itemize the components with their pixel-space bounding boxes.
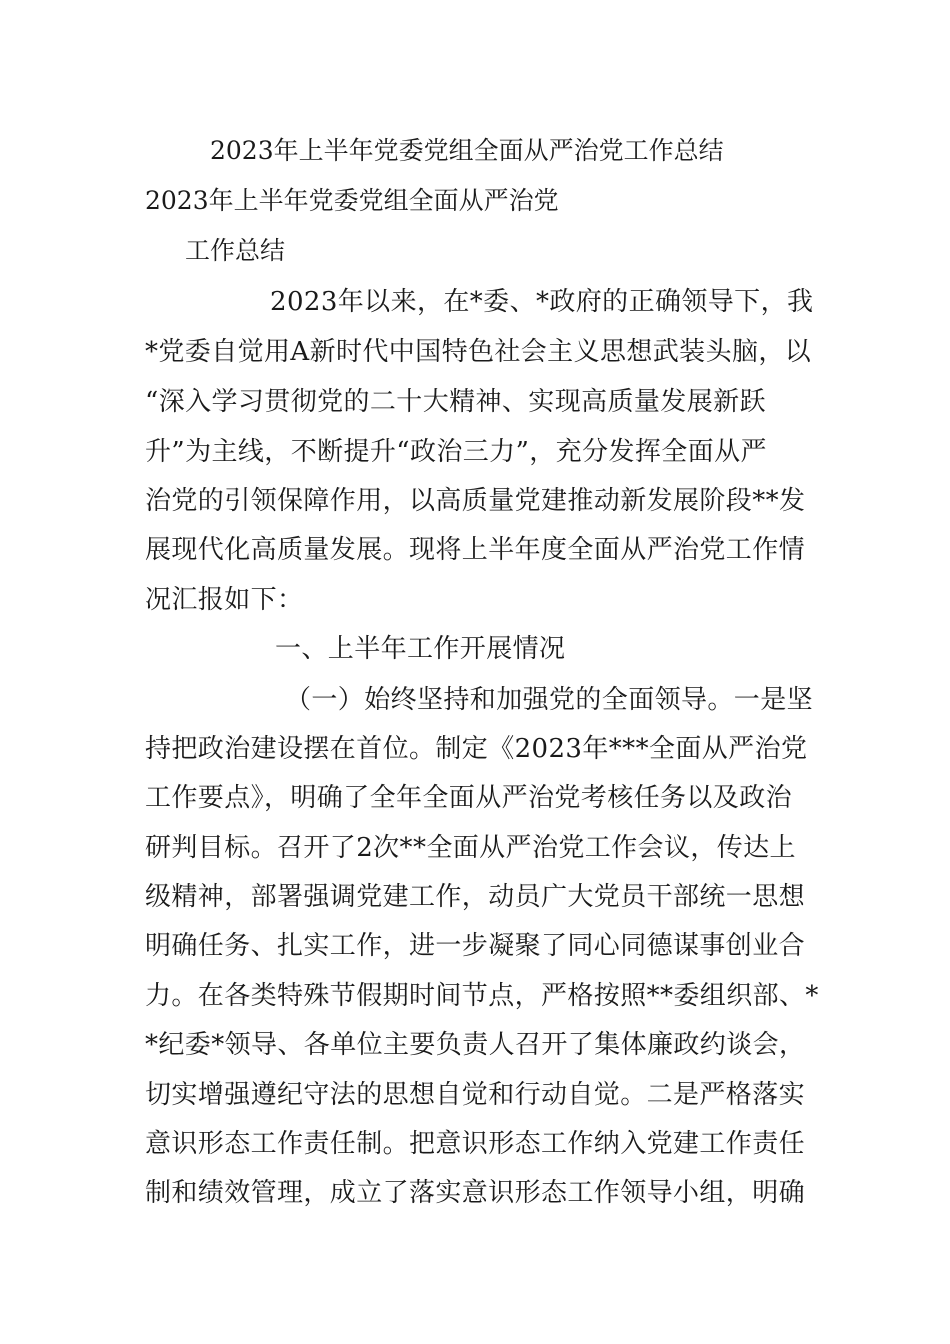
intro-paragraph-line: 展现代化高质量发展。现将上半年度全面从严治党工作情 [145, 535, 806, 565]
intro-paragraph-line: *党委自觉用A新时代中国特色社会主义思想武装头脑，以 [145, 337, 812, 367]
section-heading: 一、上半年工作开展情况 [275, 634, 566, 664]
body-paragraph-line: 力。在各类特殊节假期时间节点，严格按照**委组织部、* [145, 981, 819, 1011]
body-paragraph-line: 切实增强遵纪守法的思想自觉和行动自觉。二是严格落实 [145, 1080, 806, 1110]
intro-paragraph-line: 升”为主线，不断提升“政治三力”，充分发挥全面从严 [145, 437, 767, 467]
body-paragraph-line: 级精神，部署强调党建工作，动员广大党员干部统一思想 [145, 882, 806, 912]
document-subtitle-line-2: 工作总结 [185, 236, 286, 265]
body-paragraph-line: 持把政治建设摆在首位。制定《2023年***全面从严治党 [145, 734, 808, 764]
document-subtitle-line-1: 2023年上半年党委党组全面从严治党 [145, 186, 559, 215]
body-paragraph-line: 制和绩效管理，成立了落实意识形态工作领导小组，明确 [145, 1178, 806, 1208]
intro-paragraph-line: 治党的引领保障作用，以高质量党建推动新发展阶段**发 [145, 486, 806, 516]
intro-paragraph-line: 2023年以来，在*委、*政府的正确领导下，我 [270, 287, 814, 317]
body-paragraph-line: 工作要点》，明确了全年全面从严治党考核任务以及政治 [145, 783, 793, 813]
body-paragraph-line: 意识形态工作责任制。把意识形态工作纳入党建工作责任 [145, 1129, 806, 1159]
body-paragraph-line: 明确任务、扎实工作，进一步凝聚了同心同德谋事创业合 [145, 931, 806, 961]
body-paragraph-line: *纪委*领导、各单位主要负责人召开了集体廉政约谈会， [145, 1030, 806, 1060]
body-paragraph-line: （一）始终坚持和加强党的全面领导。一是坚 [285, 685, 814, 715]
intro-paragraph-line: “深入学习贯彻党的二十大精神、实现高质量发展新跃 [145, 387, 766, 417]
body-paragraph-line: 研判目标。召开了2次**全面从严治党工作会议，传达上 [145, 833, 796, 863]
document-title: 2023年上半年党委党组全面从严治党工作总结 [210, 136, 724, 165]
intro-paragraph-line: 况汇报如下： [145, 585, 304, 615]
